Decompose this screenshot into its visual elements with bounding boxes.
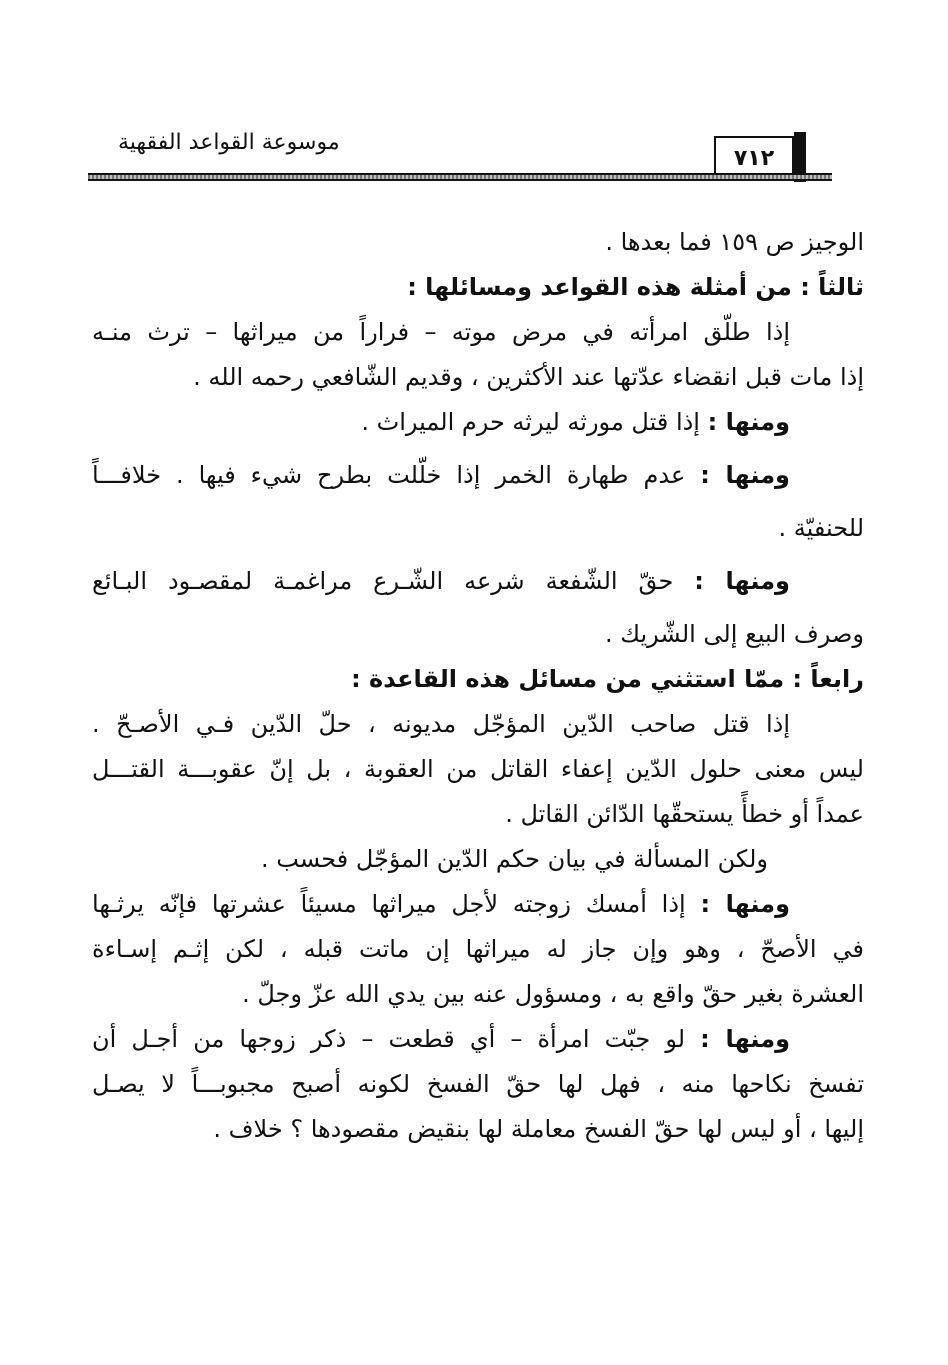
example-text: إذا أمسك زوجته لأجل ميراثها مسيئاً عشرتها فإنّه يرثـها: [92, 890, 686, 918]
page-header: [0, 0, 948, 200]
text-line: عمداً أو خطأً يستحقّها الدّائن القاتل .: [505, 800, 864, 828]
page-body: [92, 220, 864, 1152]
example-item: [92, 559, 864, 604]
text-line: وصرف البيع إلى الشّريك .: [605, 620, 864, 648]
example-label: ومنها :: [694, 567, 790, 595]
text-line: إليها ، أو ليس لها حقّ الفسخ معاملة لها بنقيض مقصودها ؟ خلاف .: [213, 1115, 864, 1143]
example-text: لو جبّت امرأة – أي قطعت – ذكر زوجها من أجـل أن: [92, 1025, 686, 1053]
text-line: تفسخ نكاحها منه ، فهل لها حقّ الفسخ لكونه أصبح مجبوبـــاً لا يصـل: [92, 1070, 864, 1098]
page-number: ٧١٢: [733, 145, 775, 171]
text-line: العشرة بغير حقّ واقع به ، ومسؤول عنه بين يدي الله عزّ وجلّ .: [242, 980, 864, 1008]
example-item: [92, 1017, 864, 1062]
example-label: ومنها :: [700, 1025, 790, 1053]
example-item: [92, 882, 864, 927]
text-line: إذا مات قبل انقضاء عدّتها عند الأكثرين ، وقديم الشّافعي رحمه الله .: [193, 363, 864, 391]
text-line: ليس معنى حلول الدّين إعفاء القاتل من العقوبة ، بل إنّ عقوبـــة القتـــل: [92, 755, 864, 783]
example-label: ومنها :: [700, 890, 790, 918]
header-rule: [88, 173, 832, 181]
example-text: حقّ الشّفعة شرعه الشّـرع مراغمـة لمقصـود البـائع: [92, 567, 674, 595]
example-label: ومنها :: [707, 408, 790, 436]
example-text: إذا قتل مورثه ليرثه حرم الميراث .: [361, 408, 700, 436]
example-text: عدم طهارة الخمر إذا خلّلت بطرح شيء فيها . خلافـــاً: [92, 461, 686, 489]
section-heading-4: رابعاً : ممّا استثني من مسائل هذه القاعدة :: [351, 665, 864, 693]
section-heading-3: ثالثاً : من أمثلة هذه القواعد ومسائلها :: [407, 273, 864, 301]
text-line: إذا قتل صاحب الدّين المؤجّل مديونه ، حلّ الدّين فـي الأصـحّ .: [92, 710, 790, 738]
example-item: [92, 453, 864, 498]
running-title: موسوعة القواعد الفقهية: [118, 130, 340, 155]
text-line: الوجيز ص ١٥٩ فما بعدها .: [605, 228, 864, 256]
text-line: إذا طلّق امرأته في مرض موته – فراراً من ميراثها – ترث منـه: [92, 318, 790, 346]
example-label: ومنها :: [700, 461, 790, 489]
text-line: للحنفيّة .: [778, 514, 864, 542]
text-line: في الأصحّ ، وهو وإن جاز له ميراثها إن ماتت قبله ، لكن إثـم إسـاءة: [92, 935, 864, 963]
example-item: [92, 400, 864, 445]
text-line: ولكن المسألة في بيان حكم الدّين المؤجّل فحسب .: [261, 845, 768, 873]
